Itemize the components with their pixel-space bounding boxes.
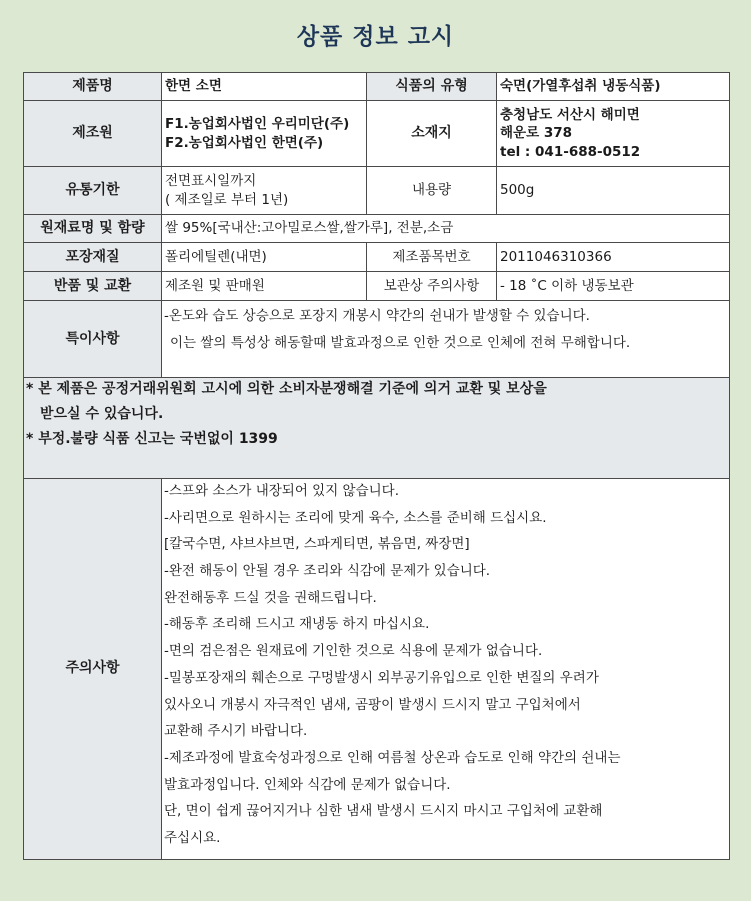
label-expiry: 유통기한 <box>24 167 162 215</box>
value-expiry <box>162 167 367 215</box>
caution-line: 완전해동후 드실 것을 권해드립니다. <box>164 589 377 606</box>
special-note-line: 이는 쌀의 특성상 해동할때 발효과정으로 인한 것으로 인체에 전혀 무해합니다. <box>170 334 631 351</box>
notice-line: 받으실 수 있습니다. <box>40 406 164 422</box>
label-product-name: 제품명 <box>24 73 162 101</box>
product-info-table <box>23 72 730 860</box>
caution-line: -사리면으로 원하시는 조리에 맞게 육수, 소스를 준비해 드십시요. <box>164 509 547 526</box>
value-food-type: 숙면(가열후섭취 냉동식품) <box>497 73 730 101</box>
page-title: 상품 정보 고시 <box>296 24 455 50</box>
notice-line: * 본 제품은 공정거래위원회 고시에 의한 소비자분쟁해결 기준에 의거 교환 및 보상을 <box>26 381 547 397</box>
label-packaging: 포장재질 <box>24 243 162 272</box>
caution-line: 교환해 주시기 바랍니다. <box>164 723 308 740</box>
caution-line: -해동후 조리해 드시고 재냉동 하지 마십시요. <box>164 616 430 633</box>
label-manufacturer: 제조원 <box>24 101 162 167</box>
value-product-name: 한면 소면 <box>162 73 367 101</box>
label-special-notes: 특이사항 <box>24 301 162 378</box>
notice-line: * 부정.불량 식품 신고는 국번없이 1399 <box>26 431 278 447</box>
special-note-line: -온도와 습도 상승으로 포장지 개봉시 약간의 쉰내가 발생할 수 있습니다. <box>164 308 590 324</box>
value-net-weight: 500g <box>497 167 730 215</box>
caution-line: 있사오니 개봉시 자극적인 냄새, 곰팡이 발생시 드시지 말고 구입처에서 <box>164 696 581 713</box>
caution-line: 단, 면이 쉽게 끊어지거나 심한 냄새 발생시 드시지 마시고 구입처에 교환해 <box>164 803 603 820</box>
caution-line: -완전 해동이 안될 경우 조리와 식감에 문제가 있습니다. <box>164 563 491 580</box>
manufacturer-line: F1.농업회사법인 우리미단(주) <box>165 116 350 133</box>
manufacturer-line: F2.농업회사법인 한면(주) <box>165 134 324 151</box>
label-food-type: 식품의 유형 <box>367 73 497 101</box>
label-caution: 주의사항 <box>24 479 162 860</box>
label-ingredients: 원재료명 및 함량 <box>24 215 162 243</box>
caution-line: 발효과정입니다. 인체와 식감에 문제가 없습니다. <box>164 776 451 793</box>
consumer-notice <box>24 378 730 479</box>
address-line: tel : 041-688-0512 <box>500 143 641 160</box>
address-line: 해운로 378 <box>500 125 573 142</box>
label-address: 소재지 <box>367 101 497 167</box>
value-storage: - 18 ˚C 이하 냉동보관 <box>497 272 730 301</box>
caution-line: -제조과정에 발효숙성과정으로 인해 여름철 상온과 습도로 인해 약간의 쉰내는 <box>164 749 621 766</box>
caution-list <box>162 479 730 860</box>
value-special-notes <box>162 301 730 378</box>
caution-line: -밀봉포장재의 훼손으로 구멍발생시 외부공기유입으로 인한 변질의 우려가 <box>164 669 599 686</box>
caution-line: -스프와 소스가 내장되어 있지 않습니다. <box>164 483 399 499</box>
label-net-weight: 내용량 <box>367 167 497 215</box>
expiry-line: ( 제조일로 부터 1년) <box>165 191 289 208</box>
caution-line: -면의 검은점은 원재료에 기인한 것으로 식용에 문제가 없습니다. <box>164 643 543 660</box>
label-storage: 보관상 주의사항 <box>367 272 497 301</box>
value-packaging: 폴리에틸렌(내면) <box>162 243 367 272</box>
address-line: 충청남도 서산시 해미면 <box>500 107 640 124</box>
label-item-number: 제조품목번호 <box>367 243 497 272</box>
caution-line: 주십시요. <box>164 829 221 846</box>
value-ingredients: 쌀 95%[국내산:고아밀로스쌀,쌀가루], 전분,소금 <box>162 215 730 243</box>
value-manufacturer <box>162 101 367 167</box>
value-item-number: 2011046310366 <box>497 243 730 272</box>
value-return-exchange: 제조원 및 판매원 <box>162 272 367 301</box>
value-address <box>497 101 730 167</box>
expiry-line: 전면표시일까지 <box>165 173 257 190</box>
label-return-exchange: 반품 및 교환 <box>24 272 162 301</box>
caution-line: [칼국수면, 샤브샤브면, 스파게티면, 볶음면, 짜장면] <box>164 536 470 553</box>
